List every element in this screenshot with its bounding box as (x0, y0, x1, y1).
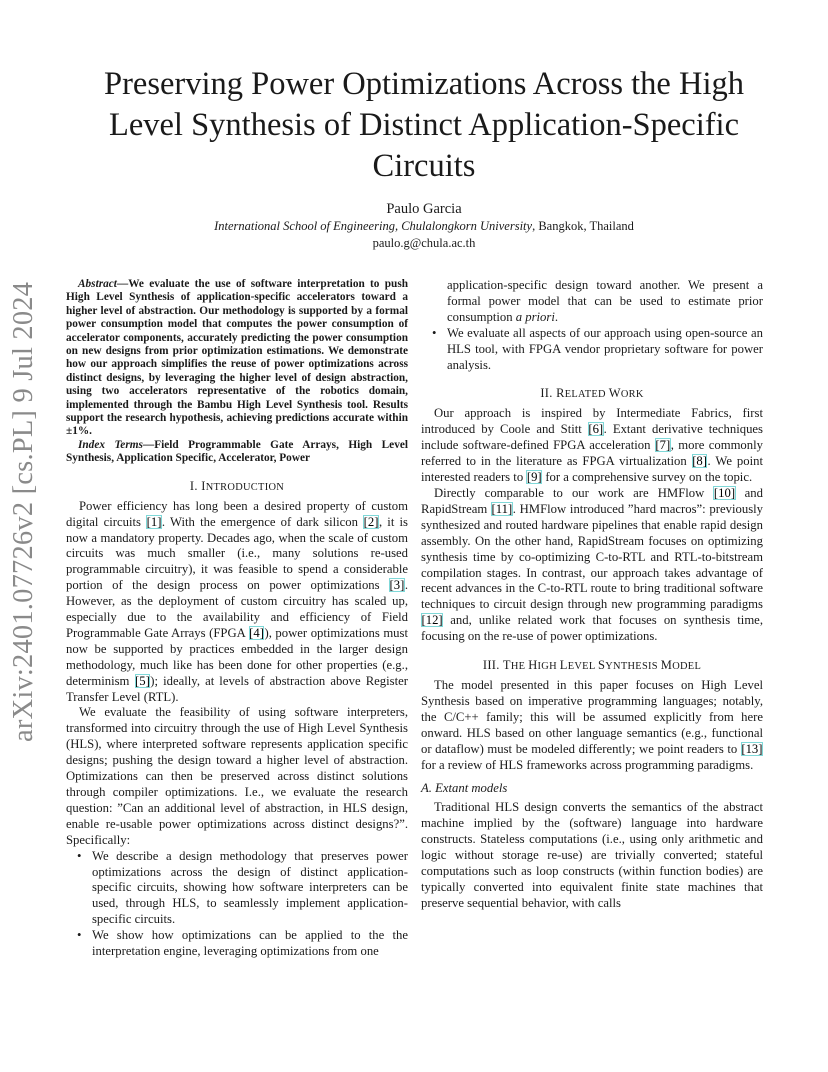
intro-paragraph-1: Power efficiency has long been a desired property of custom digital circuits [1]. With the emergence of dark silicon [2], it is now a mandatory property. Decades ago, when the scale of custom circuits was much smaller (i.e., many solutions re-used programmable circuitry), it was feasible to spend a considerable portion of the design process on power optimizations [3]. However, as the deployment of custom circuitry has scaled up, especially due to the availability and efficiency of Field Programmable Gate Arrays (FPGA [4]), power optimizations must now be supported by practices embedded in the larger design methodology, much like has been done for other properties (e.g., determinism [5]); ideally, at levels of abstraction above Register Transfer Level (RTL). (66, 498, 408, 704)
index-terms-text: —Field Programmable Gate Arrays, High Level Synthesis, Application Specific, Accelerator, Power (66, 438, 408, 465)
list-item: • We describe a design methodology that preserves power optimizations across the design of distinct application-specific circuits, showing how software interpreters can be used, through HLS, to seamlessly implement application-specific circuits. (77, 848, 408, 927)
paper-title: Preserving Power Optimizations Across the High Level Synthesis of Distinct Application-Specific Circuits (104, 66, 744, 184)
index-terms (66, 439, 408, 466)
author-name: Paulo Garcia (386, 201, 462, 217)
section-heading-related-work: II. RELATED WORK (540, 386, 644, 401)
citation-link[interactable]: [7] (655, 438, 671, 453)
list-item-continuation: application-specific design toward another. We present a formal power model that can be used to estimate prior consumption a priori. (447, 278, 763, 324)
index-terms-label: Index Terms (78, 438, 143, 451)
citation-link[interactable]: [8] (692, 454, 707, 469)
citation-link[interactable]: [1] (146, 514, 162, 529)
related-paragraph-2: Directly comparable to our work are HMFlow [10] and RapidStream [11]. HMFlow introduced ”hard macros”: previously synthesized and routed hardware pipelines that enable rapid design assembly. On the other hand, RapidStream focuses on optimizing synthesis time by co-optimizing C-to-RTL and RTL-to-bitstream compilation stages. In contrast, our approach takes advantage of recent advances in the C-to-RTL route to bring traditional software techniques to circuit design through new programming paradigms [12] and, unlike related work that focuses on synthesis time, focusing on the re-use of power optimizations. (421, 485, 763, 644)
hls-paragraph-2: Traditional HLS design converts the semantics of the abstract machine implied by the (software) language into hardware constructs. Stateless computations (i.e., using only arithmetic and logic without storage re-use) are trivially converted; stateful computations such as loop constructs (within function bodies) are typically converted into equivalent finite state machines that preserve sequential behavior, with calls (421, 800, 763, 910)
citation-link[interactable]: [6] (588, 422, 604, 437)
citation-link[interactable]: [9] (526, 470, 542, 485)
author-affiliation (70, 219, 778, 234)
section-heading-introduction: I. INTRODUCTION (189, 478, 285, 493)
author-email[interactable]: paulo.g@chula.ac.th (372, 236, 476, 250)
related-paragraph-1: Our approach is inspired by Intermediate Fabrics, first introduced by Coole and Stitt [6]. Extant derivative techniques include software-defined FPGA acceleration [7], more commonly referred to in the literature as FPGA virtualization [8]. We point interested readers to [9] for a comprehensive survey on the topic. (421, 406, 763, 485)
section-heading-hls-model: III. THE HIGH LEVEL SYNTHESIS MODEL (482, 658, 702, 673)
citation-link[interactable]: [3] (389, 578, 405, 593)
abstract-text: —We evaluate the use of software interpretation to push High Level Synthesis of application-specific accelerators toward a higher level of abstraction. Our methodology is supported by a formal power consumption model that computes the power consumption of accelerator components, accurately predicting the power consumption on new designs from prior optimization estimations. We demonstrate how our approach simplifies the reuse of power optimizations across distinct designs, by leveraging the higher level of design abstraction, using two accelerators representative of the robotics domain, implemented through the Bambu High Level Synthesis tool. Results support the research hypothesis, achieving predictions accurate within ±1%. (66, 278, 408, 438)
citation-link[interactable]: [13] (741, 741, 763, 756)
abstract (66, 278, 408, 439)
contribution-list (66, 849, 408, 960)
right-column (421, 278, 763, 912)
abstract-label: Abstract (78, 278, 117, 290)
arxiv-identifier: arXiv:2401.07726v2 [cs.PL] 9 Jul 2024 (8, 281, 39, 742)
intro-paragraph-2: We evaluate the feasibility of using software interpreters, transformed into circuitry through the use of High Level Synthesis (HLS), where interpreted software represents application specific designs; pushing the design toward a higher level of abstraction. Optimizations can then be preserved across distinct solutions through compiler optimizations. I.e., we evaluate the research question: ”Can an additional level of abstraction, in HLS design, enable re-usable power optimizations across distinct designs?”. Specifically: (66, 705, 408, 847)
list-item: • We evaluate all aspects of our approach using open-source an HLS tool, with FPGA vendor proprietary software for power analysis. (432, 325, 763, 372)
affiliation-institution: International School of Engineering, Chulalongkorn University (214, 219, 533, 233)
left-column (66, 278, 408, 960)
citation-link[interactable]: [11] (491, 501, 513, 516)
citation-link[interactable]: [10] (713, 485, 736, 500)
affiliation-location: , Bangkok, Thailand (532, 219, 634, 233)
list-item: • We show how optimizations can be applied to the the interpretation engine, leveraging optimizations from one (77, 928, 408, 959)
citation-link[interactable]: [5] (135, 673, 150, 688)
citation-link[interactable]: [4] (249, 625, 264, 640)
citation-link[interactable]: [12] (421, 613, 443, 628)
subsection-heading-extant-models: A. Extant models (421, 781, 508, 796)
citation-link[interactable]: [2] (363, 514, 379, 529)
contribution-list-continued (421, 326, 763, 374)
hls-paragraph-1: The model presented in this paper focuses on High Level Synthesis based on imperative programming languages; notably, the C/C++ family; this will be assumed explicitly from here onward. HLS based on other language semantics (e.g., functional or dataflow) must be modeled differently; we point readers to [13] for a review of HLS frameworks across programming paradigms. (421, 678, 763, 772)
